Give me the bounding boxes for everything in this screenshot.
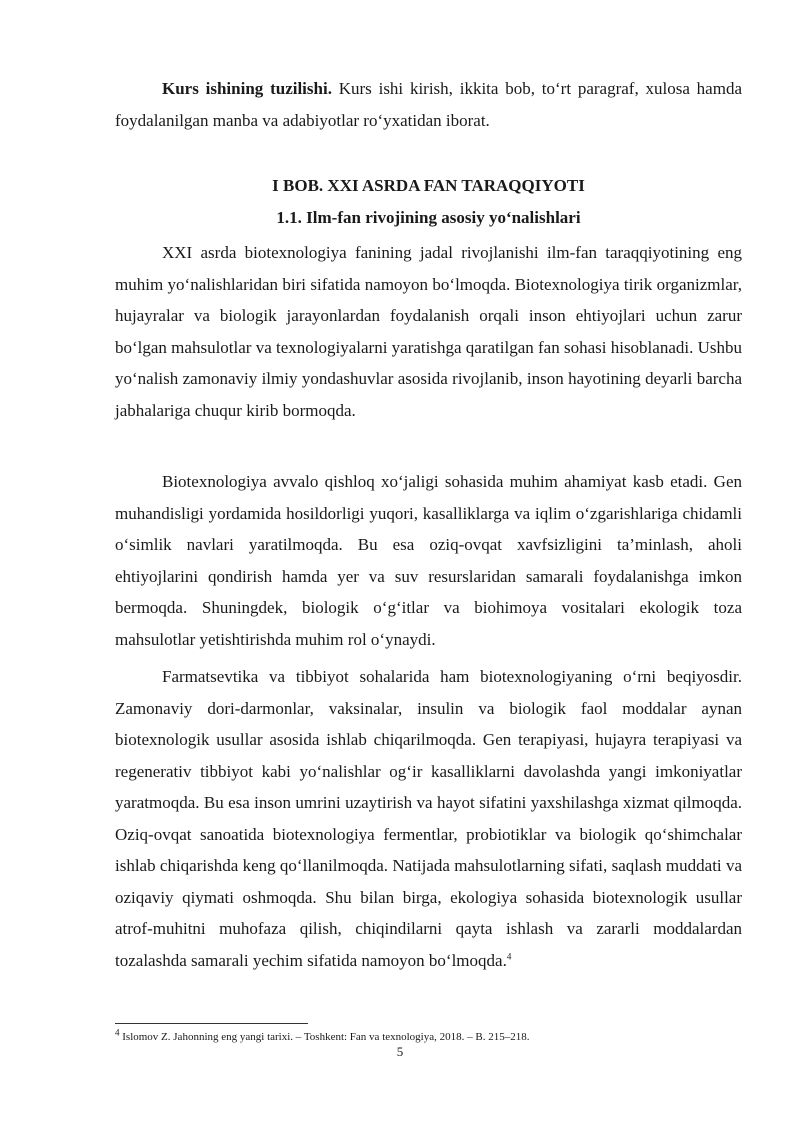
body-paragraph-1: XXI asrda biotexnologiya fanining jadal rivojlanishi ilm-fan taraqqiyotining eng muhim yo‘nalishlaridan biri sifatida namoyon bo‘lmoqda. Biotexnologiya tirik organizmlar, hujayralar va biologik jarayonlardan foydalanish orqali inson ehtiyojlari uchun zarur bo‘lgan mahsulotlar va texnologiyalarni yaratishga qaratilgan fan sohasi hisoblanadi. Ushbu yo‘nalish zamonaviy ilmiy yondashuvlar asosida rivojlanib, inson hayotining deyarli barcha jabhalariga chuqur kirib bormoqda. xyxy=(115,243,742,420)
body-paragraph-2: Biotexnologiya avvalo qishloq xo‘jaligi sohasida muhim ahamiyat kasb etadi. Gen muhandisligi yordamida hosildorligi yuqori, kasalliklarga va iqlim o‘zgarishlariga chidamli o‘simlik navlari yaratilmoqda. Bu esa oziq-ovqat xavfsizligini ta’minlash, aholi ehtiyojlarini qondirish hamda yer va suv resurslaridan samarali foydalanishga imkon bermoqda. Shuningdek, biologik o‘g‘itlar va biohimoya vositalari ekologik toza mahsulotlar yetishtirishda muhim rol o‘ynaydi. xyxy=(115,472,742,649)
page-number: 5 xyxy=(396,1044,404,1059)
intro-text: Kurs ishi kirish, ikkita bob, to‘rt paragraf, xulosa hamda foydalanilgan manba va adabiyotlar ro‘yxatidan iborat. xyxy=(115,79,742,130)
section-title: 1.1. Ilm-fan rivojining asosiy yo‘nalishlari xyxy=(276,208,581,227)
footnote-reference: 4 xyxy=(506,950,512,961)
footnote-marker: 4 xyxy=(115,1027,120,1038)
intro-paragraph xyxy=(115,73,742,136)
intro-lead: Kurs ishining tuzilishi. xyxy=(162,79,332,98)
footnote xyxy=(115,1027,742,1044)
footnote-separator xyxy=(115,1023,308,1024)
chapter-title: I BOB. XXI ASRDA FAN TARAQQIYOTI xyxy=(272,176,585,195)
footnote-text: Islomov Z. Jahonning eng yangi tarixi. – Toshkent: Fan va texnologiya, 2018. – B. 215–218. xyxy=(119,1031,530,1043)
body-paragraph-3 xyxy=(115,661,742,976)
body-paragraph-3-text: Farmatsevtika va tibbiyot sohalarida ham biotexnologiyaning o‘rni beqiyosdir. Zamonaviy dori-darmonlar, vaksinalar, insulin va biologik faol moddalar aynan biotexnologik usullar asosida ishlab chiqarilmoqda. Gen terapiyasi, hujayra terapiyasi va regenerativ tibbiyot kabi yo‘nalishlar og‘ir kasalliklarni davolashda yangi imkoniyatlar yaratmoqda. Bu esa inson umrini uzaytirish va hayot sifatini yaxshilashga xizmat qilmoqda. Oziq-ovqat sanoatida biotexnologiya fermentlar, probiotiklar va biologik qo‘shimchalar ishlab chiqarishda keng qo‘llanilmoqda. Natijada mahsulotlarning sifati, saqlash muddati va oziqaviy qiymati oshmoqda. Shu bilan birga, ekologiya sohasida biotexnologik usullar atrof-muhitni muhofaza qilish, chiqindilarni qayta ishlash va zararli moddalardan tozalashda samarali yechim sifatida namoyon bo‘lmoqda. xyxy=(115,667,742,970)
